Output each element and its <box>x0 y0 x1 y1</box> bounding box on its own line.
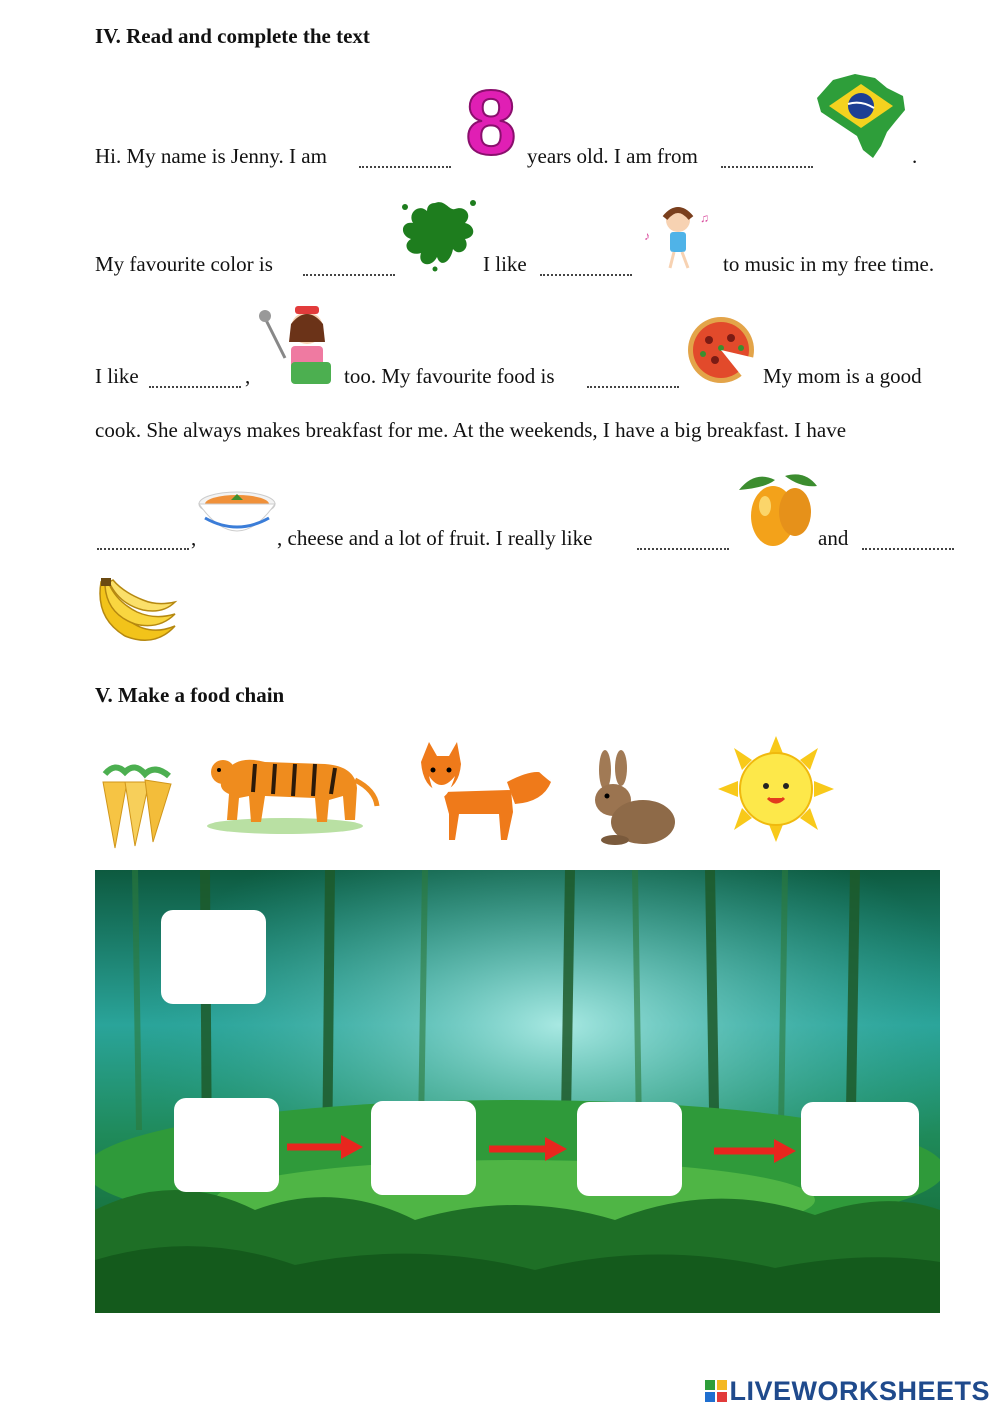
answer-age-input[interactable] <box>359 144 451 168</box>
logo-mark-icon <box>705 1378 727 1400</box>
drop-box-3[interactable] <box>577 1102 682 1196</box>
line3-comma: , <box>245 364 251 388</box>
line2-text-b: I like <box>483 252 527 276</box>
banana-icon <box>95 578 179 646</box>
arrow-1-icon <box>285 1132 365 1162</box>
line1-text-a: Hi. My name is Jenny. I am <box>95 144 327 168</box>
drop-box-1[interactable] <box>174 1098 279 1192</box>
arrow-2-icon <box>487 1134 569 1164</box>
line3-text-a: I like <box>95 364 139 388</box>
line5-text-c: and <box>818 526 849 550</box>
answer-food-input[interactable] <box>587 364 679 388</box>
girl-cooking-icon <box>255 302 343 388</box>
answer-color-input[interactable] <box>303 252 395 276</box>
answer-activity-input[interactable] <box>149 364 241 388</box>
answer-breakfast-input[interactable] <box>97 526 189 550</box>
drop-box-4[interactable] <box>801 1102 919 1196</box>
forest-background <box>95 870 940 1313</box>
answer-country-input[interactable] <box>721 144 813 168</box>
brazil-map-icon <box>815 70 907 162</box>
line1-text-c: . <box>912 144 918 168</box>
soup-bowl-icon <box>197 484 277 550</box>
rabbit-icon[interactable] <box>585 750 677 848</box>
sun-icon[interactable] <box>718 736 834 842</box>
drop-box-top[interactable] <box>161 910 266 1004</box>
liveworksheets-logo <box>705 1376 990 1407</box>
line3-text-b: too. My favourite food is <box>344 364 555 388</box>
line3-text-c: My mom is a good <box>763 364 922 388</box>
tiger-icon[interactable] <box>205 740 380 840</box>
carrots-icon[interactable] <box>95 762 177 850</box>
logo-text: LIVEWORKSHEETS <box>729 1376 990 1406</box>
svg-text:♪: ♪ <box>644 229 650 243</box>
answer-fruit-2-input[interactable] <box>862 526 954 550</box>
number-eight-text: 8 <box>465 80 517 162</box>
section-4-title: IV. Read and complete the text <box>95 24 370 48</box>
drop-box-2[interactable] <box>371 1101 476 1195</box>
fox-icon[interactable] <box>415 742 555 847</box>
svg-text:♫: ♫ <box>700 211 709 225</box>
pizza-icon <box>685 314 757 386</box>
text-line-3 <box>95 300 975 390</box>
answer-hobby-input[interactable] <box>540 252 632 276</box>
text-line-5 <box>95 470 975 560</box>
mango-icon <box>735 470 821 550</box>
answer-fruit-1-input[interactable] <box>637 526 729 550</box>
line5-text-b: , cheese and a lot of fruit. I really like <box>277 526 593 550</box>
text-line-4: cook. She always makes breakfast for me. At the weekends, I have a big breakfast. I have <box>95 418 847 442</box>
arrow-3-icon <box>712 1136 798 1166</box>
green-splash-icon <box>395 195 479 273</box>
section-5-title: V. Make a food chain <box>95 683 285 707</box>
girl-listening-music-icon <box>640 200 718 278</box>
line5-comma: , <box>191 526 197 550</box>
line1-text-b: years old. I am from <box>527 144 698 168</box>
text-line-2 <box>95 190 975 280</box>
line2-text-a: My favourite color is <box>95 252 273 276</box>
line2-text-c: to music in my free time. <box>723 252 935 276</box>
number-eight-icon <box>460 80 522 162</box>
